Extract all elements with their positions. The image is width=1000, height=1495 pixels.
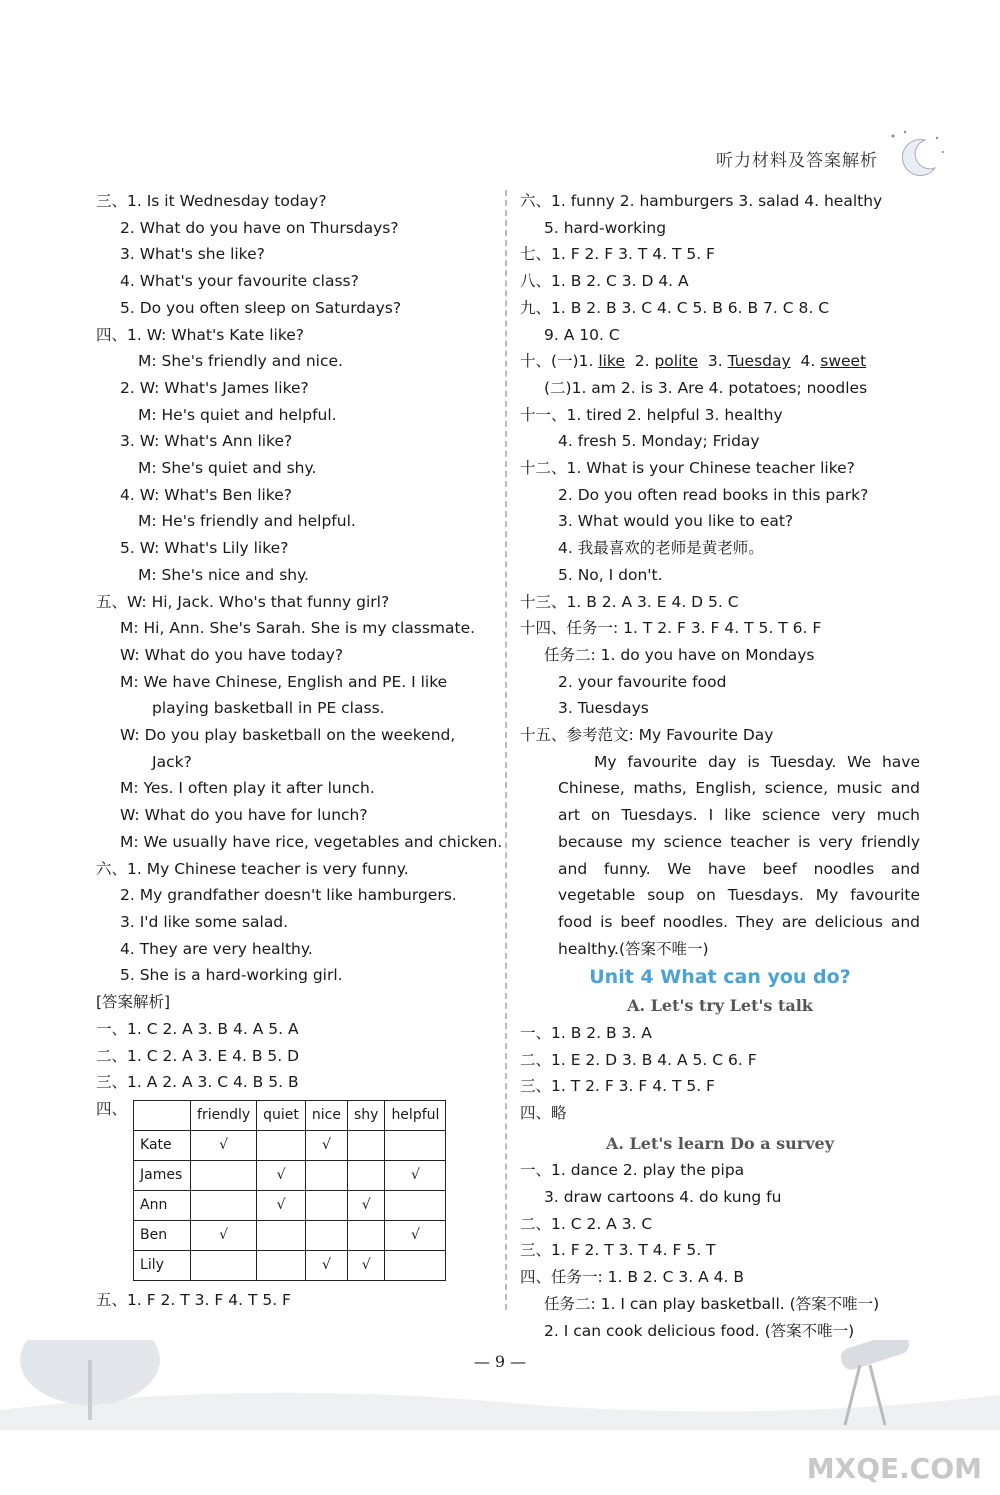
text-line: Jack? <box>152 752 192 771</box>
table-check-cell <box>385 1250 446 1280</box>
text-line: 十二、1. What is your Chinese teacher like? <box>520 459 855 478</box>
text-line: 3. W: What's Ann like? <box>120 432 293 451</box>
underlined-sep-2: 2. <box>624 352 655 371</box>
table-check-cell <box>347 1130 384 1160</box>
text-line: 三、1. Is it Wednesday today? <box>96 192 327 210</box>
text-line: 5. She is a hard-working girl. <box>120 966 343 985</box>
table-name-cell: Lily <box>134 1250 191 1280</box>
table-check-cell: √ <box>191 1130 257 1160</box>
right-lines-2 <box>520 375 920 749</box>
table-check-cell <box>385 1190 446 1220</box>
underlined-answer-1: like <box>598 352 625 371</box>
section-title-try-talk: A. Let's try Let's talk <box>627 996 813 1016</box>
table-check-cell <box>257 1130 306 1160</box>
underlined-answer-4: sweet <box>820 352 867 371</box>
underlined-answer-3: Tuesday <box>727 352 791 371</box>
text-line: M: She's nice and shy. <box>138 565 309 584</box>
text-line: 5. W: What's Lily like? <box>120 539 289 558</box>
text-line: 3. I'd like some salad. <box>120 912 289 931</box>
table-check-cell: √ <box>305 1250 347 1280</box>
text-line: 十三、1. B 2. A 3. E 4. D 5. C <box>520 592 739 611</box>
table-header-cell: quiet <box>257 1100 306 1130</box>
table-row <box>134 1250 446 1280</box>
text-line: 3. draw cartoons 4. do kung fu <box>544 1188 782 1207</box>
text-line: 2. I can cook delicious food. (答案不唯一) <box>544 1321 855 1340</box>
text-line: 3. Tuesdays <box>558 699 649 718</box>
table-row <box>134 1130 446 1160</box>
table-row <box>134 1190 446 1220</box>
table-check-cell <box>385 1130 446 1160</box>
text-line: 三、1. A 2. A 3. C 4. B 5. B <box>96 1073 299 1092</box>
text-line: M: She's friendly and nice. <box>138 352 343 371</box>
table-check-cell: √ <box>347 1250 384 1280</box>
text-line: 2. Do you often read books in this park? <box>558 485 869 504</box>
underlined-lead: 十、(一)1. <box>520 352 599 371</box>
table-check-cell <box>191 1250 257 1280</box>
table-check-cell <box>191 1190 257 1220</box>
text-line: 2. your favourite food <box>558 672 727 691</box>
text-line: 2. My grandfather doesn't like hamburgers. <box>120 886 457 905</box>
text-line: 二、1. C 2. A 3. E 4. B 5. D <box>96 1046 300 1065</box>
text-line: M: We usually have rice, vegetables and chicken. <box>120 832 503 851</box>
text-line: 八、1. B 2. C 3. D 4. A <box>520 272 689 291</box>
text-line: 任务二: 1. I can play basketball. (答案不唯一) <box>544 1294 880 1313</box>
table-check-cell <box>305 1220 347 1250</box>
text-line: M: Yes. I often play it after lunch. <box>120 779 375 798</box>
essay-paragraph: My favourite day is Tuesday. We have Chinese, maths, English, science, music and art on Tuesdays. I like science very much because my science teacher is very friendly and funny. We have beef noodles and vegetable soup on Tuesdays. My favourite food is beef noodles. They are delicious and healthy.(答案不唯一) <box>558 752 920 958</box>
table-check-cell: √ <box>385 1220 446 1250</box>
text-line: 一、1. dance 2. play the pipa <box>520 1161 745 1180</box>
table-header-cell: friendly <box>191 1100 257 1130</box>
table-header-cell: shy <box>347 1100 384 1130</box>
table-check-cell <box>347 1220 384 1250</box>
underlined-answers-line <box>520 348 920 375</box>
text-line: 二、1. C 2. A 3. C <box>520 1214 653 1233</box>
text-line: 2. What do you have on Thursdays? <box>120 218 399 237</box>
answer-table-block <box>96 1096 491 1281</box>
text-line: M: Hi, Ann. She's Sarah. She is my classmate. <box>120 619 476 638</box>
answer-table <box>133 1100 446 1281</box>
table-label: 四、 <box>96 1099 128 1118</box>
text-line: playing basketball in PE class. <box>152 699 385 718</box>
text-line: 4. fresh 5. Monday; Friday <box>558 432 760 451</box>
text-line: [答案解析] <box>96 993 171 1012</box>
text-line: 四、略 <box>520 1103 567 1122</box>
right-column <box>520 188 920 1344</box>
left-final-line: 五、1. F 2. T 3. F 4. T 5. F <box>96 1290 291 1309</box>
underlined-answer-2: polite <box>654 352 699 371</box>
text-line: 3. What would you like to eat? <box>558 512 794 531</box>
underlined-sep-3: 3. <box>698 352 728 371</box>
text-line: 三、1. F 2. T 3. T 4. F 5. T <box>520 1241 716 1260</box>
table-check-cell <box>305 1190 347 1220</box>
text-line: 三、1. T 2. F 3. F 4. T 5. F <box>520 1077 715 1096</box>
text-line: 十四、任务一: 1. T 2. F 3. F 4. T 5. T 6. F <box>520 619 822 638</box>
left-lines <box>96 188 503 1096</box>
text-line: W: What do you have today? <box>120 645 344 664</box>
text-line: M: She's quiet and shy. <box>138 459 317 478</box>
section-title-learn-survey: A. Let's learn Do a survey <box>605 1133 834 1153</box>
text-line: 任务二: 1. do you have on Mondays <box>544 645 815 664</box>
page-number: — 9 — <box>473 1352 527 1371</box>
text-line: 5. hard-working <box>544 218 667 237</box>
table-name-cell: James <box>134 1160 191 1190</box>
table-check-cell: √ <box>385 1160 446 1190</box>
text-line: 一、1. C 2. A 3. B 4. A 5. A <box>96 1019 299 1038</box>
table-header-cell <box>134 1100 191 1130</box>
text-line: M: He's quiet and helpful. <box>138 405 337 424</box>
table-check-cell: √ <box>347 1190 384 1220</box>
text-line: 七、1. F 2. F 3. T 4. T 5. F <box>520 245 715 264</box>
text-line: 六、1. funny 2. hamburgers 3. salad 4. healthy <box>520 192 883 210</box>
text-line: 四、1. W: What's Kate like? <box>96 325 305 344</box>
table-check-cell: √ <box>257 1160 306 1190</box>
table-header-cell: helpful <box>385 1100 446 1130</box>
table-name-cell: Ann <box>134 1190 191 1220</box>
table-row <box>134 1160 446 1190</box>
underlined-sep-4: 4. <box>790 352 821 371</box>
watermark-text: MXQE.COM <box>806 1452 982 1485</box>
table-header-cell: nice <box>305 1100 347 1130</box>
text-line: 四、任务一: 1. B 2. C 3. A 4. B <box>520 1268 744 1287</box>
text-line: W: Do you play basketball on the weekend, <box>120 726 456 745</box>
text-line: 9. A 10. C <box>544 325 620 344</box>
table-check-cell: √ <box>305 1130 347 1160</box>
right-lines-1 <box>520 188 920 348</box>
table-check-cell <box>257 1250 306 1280</box>
text-line: M: He's friendly and helpful. <box>138 512 356 531</box>
text-line: (二)1. am 2. is 3. Are 4. potatoes; noodles <box>544 378 868 397</box>
text-line: 5. Do you often sleep on Saturdays? <box>120 298 402 317</box>
table-header-row <box>134 1100 446 1130</box>
table-check-cell <box>257 1220 306 1250</box>
right-lines-3 <box>520 1020 920 1127</box>
text-line: 五、W: Hi, Jack. Who's that funny girl? <box>96 592 390 611</box>
left-column <box>96 188 503 1314</box>
text-line: 一、1. B 2. B 3. A <box>520 1023 652 1042</box>
page-header-title: 听力材料及答案解析 <box>716 151 878 171</box>
text-line: 4. What's your favourite class? <box>120 272 359 291</box>
text-line: 十一、1. tired 2. helpful 3. healthy <box>520 405 783 424</box>
table-row <box>134 1220 446 1250</box>
text-line: 二、1. E 2. D 3. B 4. A 5. C 6. F <box>520 1050 757 1069</box>
text-line: W: What do you have for lunch? <box>120 806 368 825</box>
table-name-cell: Ben <box>134 1220 191 1250</box>
table-check-cell <box>305 1160 347 1190</box>
table-check-cell <box>191 1160 257 1190</box>
text-line: 六、1. My Chinese teacher is very funny. <box>96 859 409 878</box>
right-lines-4 <box>520 1157 920 1344</box>
column-divider <box>505 190 507 1310</box>
text-line: M: We have Chinese, English and PE. I like <box>120 672 448 691</box>
text-line: 5. No, I don't. <box>558 565 663 584</box>
table-check-cell <box>347 1160 384 1190</box>
moon-stars-icon <box>885 128 945 178</box>
text-line: 十五、参考范文: My Favourite Day <box>520 726 774 745</box>
text-line: 3. What's she like? <box>120 245 265 264</box>
unit-title: Unit 4 What can you do? <box>589 966 851 989</box>
text-line: 九、1. B 2. B 3. C 4. C 5. B 6. B 7. C 8. C <box>520 298 830 317</box>
text-line: 4. 我最喜欢的老师是黄老师。 <box>558 539 764 558</box>
text-line: 4. They are very healthy. <box>120 939 313 958</box>
text-line: 2. W: What's James like? <box>120 378 309 397</box>
table-name-cell: Kate <box>134 1130 191 1160</box>
text-line: 4. W: What's Ben like? <box>120 485 292 504</box>
table-check-cell: √ <box>191 1220 257 1250</box>
table-check-cell: √ <box>257 1190 306 1220</box>
